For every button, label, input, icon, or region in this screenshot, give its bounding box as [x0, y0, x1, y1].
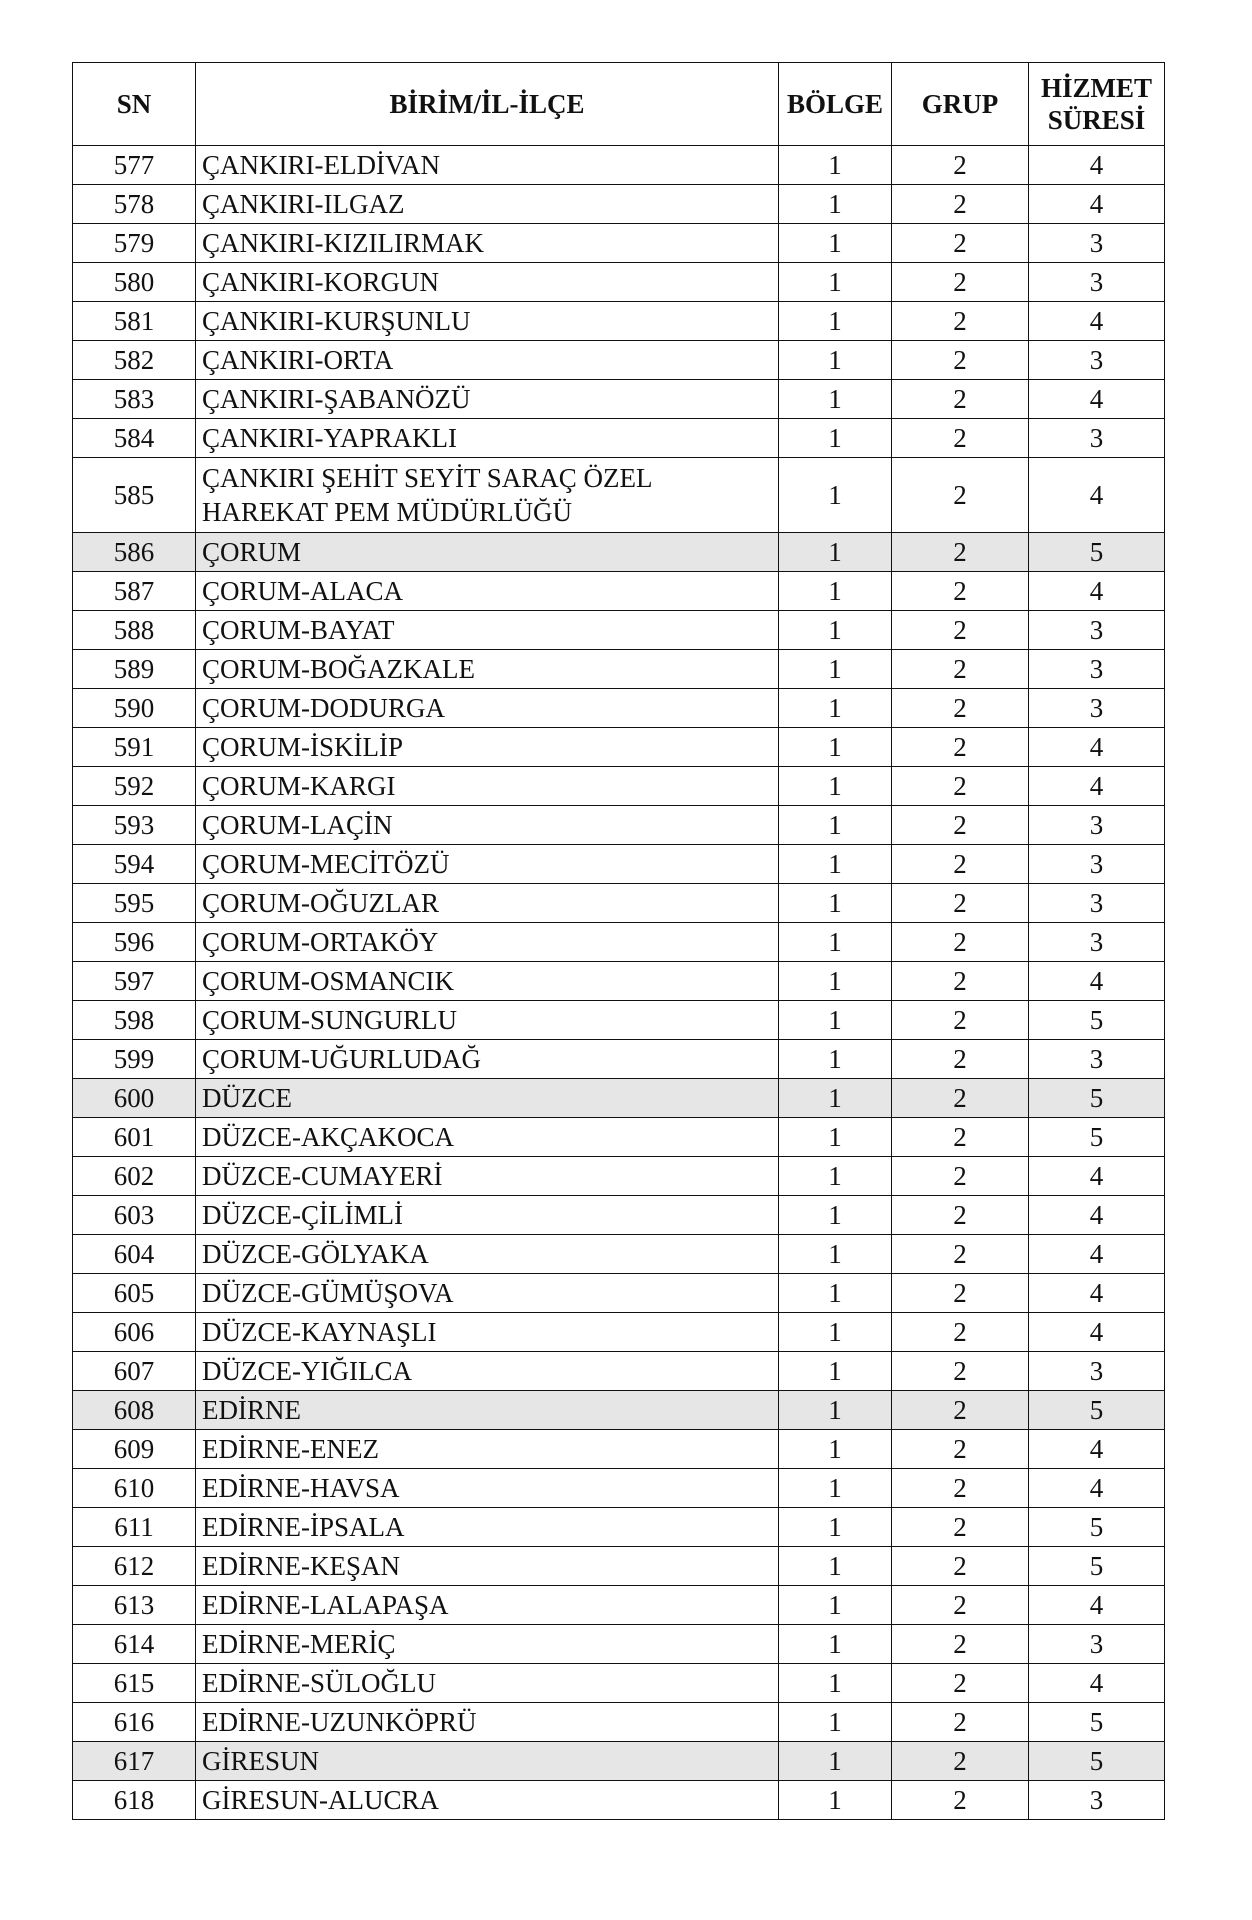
cell-unit: EDİRNE-MERİÇ: [196, 1625, 779, 1664]
cell-hizmet-suresi: 4: [1029, 767, 1165, 806]
cell-sn: 591: [73, 728, 196, 767]
cell-unit: EDİRNE-SÜLOĞLU: [196, 1664, 779, 1703]
table-row: [73, 1430, 1165, 1469]
table-body: [73, 146, 1165, 1820]
cell-unit: ÇANKIRI-ILGAZ: [196, 185, 779, 224]
cell-grup: 2: [892, 1547, 1029, 1586]
table-row: [73, 1001, 1165, 1040]
cell-hizmet-suresi: 4: [1029, 302, 1165, 341]
table-row: [73, 224, 1165, 263]
cell-sn: 608: [73, 1391, 196, 1430]
cell-unit: ÇANKIRI-ŞABANÖZÜ: [196, 380, 779, 419]
cell-unit: ÇANKIRI-ELDİVAN: [196, 146, 779, 185]
cell-unit: ÇORUM-DODURGA: [196, 689, 779, 728]
cell-unit: EDİRNE-UZUNKÖPRÜ: [196, 1703, 779, 1742]
cell-unit: ÇANKIRI-KIZILIRMAK: [196, 224, 779, 263]
cell-sn: 615: [73, 1664, 196, 1703]
cell-hizmet-suresi: 4: [1029, 1469, 1165, 1508]
cell-hizmet-suresi: 3: [1029, 923, 1165, 962]
cell-unit: ÇORUM-KARGI: [196, 767, 779, 806]
cell-hizmet-suresi: 5: [1029, 1391, 1165, 1430]
table-row: [73, 1625, 1165, 1664]
cell-unit: GİRESUN: [196, 1742, 779, 1781]
cell-hizmet-suresi: 3: [1029, 419, 1165, 458]
cell-grup: 2: [892, 1274, 1029, 1313]
table-row: [73, 1079, 1165, 1118]
table-row: [73, 263, 1165, 302]
table-row: [73, 341, 1165, 380]
cell-unit: ÇORUM-ORTAKÖY: [196, 923, 779, 962]
cell-hizmet-suresi: 3: [1029, 806, 1165, 845]
cell-grup: 2: [892, 1352, 1029, 1391]
cell-bolge: 1: [779, 1742, 892, 1781]
cell-grup: 2: [892, 806, 1029, 845]
cell-bolge: 1: [779, 884, 892, 923]
cell-unit: DÜZCE-CUMAYERİ: [196, 1157, 779, 1196]
cell-unit: DÜZCE-GÜMÜŞOVA: [196, 1274, 779, 1313]
cell-bolge: 1: [779, 1391, 892, 1430]
cell-hizmet-suresi: 4: [1029, 380, 1165, 419]
table-row: [73, 884, 1165, 923]
cell-unit: DÜZCE-KAYNAŞLI: [196, 1313, 779, 1352]
cell-bolge: 1: [779, 1313, 892, 1352]
cell-grup: 2: [892, 185, 1029, 224]
cell-unit: ÇORUM-UĞURLUDAĞ: [196, 1040, 779, 1079]
cell-bolge: 1: [779, 728, 892, 767]
table-row: [73, 845, 1165, 884]
cell-bolge: 1: [779, 341, 892, 380]
header-hizmet-suresi: [1029, 63, 1165, 146]
header-hizmet-line2: SÜRESİ: [1047, 105, 1146, 135]
table-row: [73, 1235, 1165, 1274]
cell-hizmet-suresi: 5: [1029, 1118, 1165, 1157]
cell-bolge: 1: [779, 533, 892, 572]
cell-sn: 594: [73, 845, 196, 884]
table-row: [73, 1586, 1165, 1625]
header-grup: GRUP: [892, 63, 1029, 146]
cell-hizmet-suresi: 4: [1029, 1313, 1165, 1352]
cell-unit: DÜZCE-GÖLYAKA: [196, 1235, 779, 1274]
cell-sn: 583: [73, 380, 196, 419]
cell-sn: 588: [73, 611, 196, 650]
cell-sn: 617: [73, 1742, 196, 1781]
cell-bolge: 1: [779, 419, 892, 458]
cell-bolge: 1: [779, 302, 892, 341]
cell-bolge: 1: [779, 1079, 892, 1118]
cell-sn: 586: [73, 533, 196, 572]
cell-grup: 2: [892, 1625, 1029, 1664]
cell-grup: 2: [892, 1469, 1029, 1508]
cell-unit: ÇORUM-OĞUZLAR: [196, 884, 779, 923]
cell-sn: 596: [73, 923, 196, 962]
table-row: [73, 1313, 1165, 1352]
cell-bolge: 1: [779, 1469, 892, 1508]
cell-sn: 606: [73, 1313, 196, 1352]
cell-sn: 581: [73, 302, 196, 341]
cell-unit: EDİRNE-İPSALA: [196, 1508, 779, 1547]
cell-bolge: 1: [779, 1508, 892, 1547]
header-row: [73, 63, 1165, 146]
cell-grup: 2: [892, 458, 1029, 533]
table-row: [73, 458, 1165, 533]
table-row: [73, 1391, 1165, 1430]
cell-hizmet-suresi: 4: [1029, 185, 1165, 224]
cell-unit: ÇORUM: [196, 533, 779, 572]
cell-bolge: 1: [779, 1235, 892, 1274]
cell-bolge: 1: [779, 1157, 892, 1196]
cell-bolge: 1: [779, 689, 892, 728]
cell-sn: 603: [73, 1196, 196, 1235]
cell-grup: 2: [892, 650, 1029, 689]
cell-bolge: 1: [779, 1664, 892, 1703]
cell-bolge: 1: [779, 962, 892, 1001]
cell-unit: ÇORUM-BOĞAZKALE: [196, 650, 779, 689]
table-row: [73, 1664, 1165, 1703]
cell-hizmet-suresi: 4: [1029, 572, 1165, 611]
cell-grup: 2: [892, 767, 1029, 806]
cell-bolge: 1: [779, 1118, 892, 1157]
cell-unit: ÇORUM-OSMANCIK: [196, 962, 779, 1001]
cell-hizmet-suresi: 5: [1029, 1001, 1165, 1040]
cell-bolge: 1: [779, 923, 892, 962]
cell-sn: 585: [73, 458, 196, 533]
cell-unit: DÜZCE-AKÇAKOCA: [196, 1118, 779, 1157]
cell-hizmet-suresi: 4: [1029, 1196, 1165, 1235]
cell-sn: 587: [73, 572, 196, 611]
cell-bolge: 1: [779, 1586, 892, 1625]
cell-sn: 584: [73, 419, 196, 458]
cell-grup: 2: [892, 1040, 1029, 1079]
cell-unit: ÇORUM-LAÇİN: [196, 806, 779, 845]
cell-hizmet-suresi: 3: [1029, 224, 1165, 263]
cell-unit: ÇORUM-MECİTÖZÜ: [196, 845, 779, 884]
cell-grup: 2: [892, 1742, 1029, 1781]
table-row: [73, 1352, 1165, 1391]
cell-bolge: 1: [779, 806, 892, 845]
table-row: [73, 767, 1165, 806]
cell-sn: 616: [73, 1703, 196, 1742]
cell-hizmet-suresi: 3: [1029, 1625, 1165, 1664]
cell-sn: 610: [73, 1469, 196, 1508]
cell-unit: EDİRNE-ENEZ: [196, 1430, 779, 1469]
cell-bolge: 1: [779, 1430, 892, 1469]
table-row: [73, 419, 1165, 458]
cell-bolge: 1: [779, 224, 892, 263]
cell-sn: 611: [73, 1508, 196, 1547]
cell-sn: 618: [73, 1781, 196, 1820]
cell-bolge: 1: [779, 767, 892, 806]
table-row: [73, 1469, 1165, 1508]
cell-unit: ÇORUM-İSKİLİP: [196, 728, 779, 767]
cell-sn: 605: [73, 1274, 196, 1313]
cell-sn: 589: [73, 650, 196, 689]
table-header: [73, 63, 1165, 146]
table-row: [73, 1703, 1165, 1742]
table-row: [73, 1040, 1165, 1079]
cell-hizmet-suresi: 3: [1029, 263, 1165, 302]
cell-sn: 612: [73, 1547, 196, 1586]
table-row: [73, 1742, 1165, 1781]
cell-hizmet-suresi: 3: [1029, 1040, 1165, 1079]
header-unit: BİRİM/İL-İLÇE: [196, 63, 779, 146]
cell-unit: ÇANKIRI-KURŞUNLU: [196, 302, 779, 341]
cell-grup: 2: [892, 923, 1029, 962]
cell-bolge: 1: [779, 1625, 892, 1664]
cell-grup: 2: [892, 1430, 1029, 1469]
cell-grup: 2: [892, 728, 1029, 767]
cell-bolge: 1: [779, 1352, 892, 1391]
cell-sn: 580: [73, 263, 196, 302]
cell-grup: 2: [892, 1313, 1029, 1352]
cell-grup: 2: [892, 1196, 1029, 1235]
cell-sn: 579: [73, 224, 196, 263]
header-bolge: BÖLGE: [779, 63, 892, 146]
table-row: [73, 1508, 1165, 1547]
cell-grup: 2: [892, 611, 1029, 650]
cell-grup: 2: [892, 302, 1029, 341]
cell-hizmet-suresi: 3: [1029, 689, 1165, 728]
cell-hizmet-suresi: 3: [1029, 341, 1165, 380]
cell-grup: 2: [892, 146, 1029, 185]
table-row: [73, 689, 1165, 728]
cell-bolge: 1: [779, 1547, 892, 1586]
cell-hizmet-suresi: 5: [1029, 1508, 1165, 1547]
cell-hizmet-suresi: 4: [1029, 1586, 1165, 1625]
cell-unit: DÜZCE-ÇİLİMLİ: [196, 1196, 779, 1235]
cell-sn: 613: [73, 1586, 196, 1625]
cell-hizmet-suresi: 5: [1029, 1547, 1165, 1586]
cell-bolge: 1: [779, 572, 892, 611]
table-row: [73, 1547, 1165, 1586]
cell-grup: 2: [892, 1235, 1029, 1274]
cell-bolge: 1: [779, 1274, 892, 1313]
cell-hizmet-suresi: 4: [1029, 146, 1165, 185]
cell-grup: 2: [892, 1703, 1029, 1742]
cell-hizmet-suresi: 4: [1029, 1157, 1165, 1196]
cell-sn: 609: [73, 1430, 196, 1469]
cell-bolge: 1: [779, 845, 892, 884]
header-hizmet-line1: HİZMET: [1040, 73, 1153, 103]
cell-hizmet-suresi: 3: [1029, 845, 1165, 884]
cell-unit: DÜZCE: [196, 1079, 779, 1118]
cell-hizmet-suresi: 4: [1029, 1274, 1165, 1313]
cell-grup: 2: [892, 341, 1029, 380]
cell-hizmet-suresi: 4: [1029, 1430, 1165, 1469]
cell-hizmet-suresi: 4: [1029, 1235, 1165, 1274]
table-row: [73, 728, 1165, 767]
cell-grup: 2: [892, 533, 1029, 572]
cell-grup: 2: [892, 1664, 1029, 1703]
cell-hizmet-suresi: 3: [1029, 884, 1165, 923]
cell-grup: 2: [892, 380, 1029, 419]
cell-bolge: 1: [779, 1040, 892, 1079]
cell-grup: 2: [892, 884, 1029, 923]
cell-hizmet-suresi: 3: [1029, 1352, 1165, 1391]
cell-unit: ÇANKIRI-YAPRAKLI: [196, 419, 779, 458]
cell-sn: 598: [73, 1001, 196, 1040]
cell-unit: EDİRNE: [196, 1391, 779, 1430]
cell-grup: 2: [892, 572, 1029, 611]
cell-sn: 593: [73, 806, 196, 845]
table-row: [73, 1781, 1165, 1820]
cell-grup: 2: [892, 1508, 1029, 1547]
cell-hizmet-suresi: 5: [1029, 533, 1165, 572]
cell-bolge: 1: [779, 650, 892, 689]
cell-bolge: 1: [779, 1703, 892, 1742]
cell-sn: 597: [73, 962, 196, 1001]
cell-sn: 595: [73, 884, 196, 923]
cell-bolge: 1: [779, 1001, 892, 1040]
table-row: [73, 1196, 1165, 1235]
table-row: [73, 923, 1165, 962]
document-page: [72, 62, 1165, 1820]
cell-sn: 607: [73, 1352, 196, 1391]
cell-hizmet-suresi: 3: [1029, 650, 1165, 689]
cell-grup: 2: [892, 263, 1029, 302]
table-row: [73, 572, 1165, 611]
table-row: [73, 185, 1165, 224]
cell-hizmet-suresi: 5: [1029, 1079, 1165, 1118]
cell-grup: 2: [892, 1586, 1029, 1625]
table-row: [73, 611, 1165, 650]
cell-bolge: 1: [779, 380, 892, 419]
cell-grup: 2: [892, 1118, 1029, 1157]
unit-service-table: [72, 62, 1165, 1820]
cell-sn: 601: [73, 1118, 196, 1157]
cell-grup: 2: [892, 1391, 1029, 1430]
cell-hizmet-suresi: 4: [1029, 962, 1165, 1001]
cell-unit: ÇANKIRI-ORTA: [196, 341, 779, 380]
cell-hizmet-suresi: 3: [1029, 611, 1165, 650]
cell-unit: ÇANKIRI ŞEHİT SEYİT SARAÇ ÖZEL HAREKAT PEM MÜDÜRLÜĞÜ: [196, 458, 779, 533]
table-row: [73, 962, 1165, 1001]
cell-unit: GİRESUN-ALUCRA: [196, 1781, 779, 1820]
cell-sn: 602: [73, 1157, 196, 1196]
cell-sn: 590: [73, 689, 196, 728]
cell-sn: 604: [73, 1235, 196, 1274]
cell-grup: 2: [892, 1001, 1029, 1040]
cell-hizmet-suresi: 5: [1029, 1742, 1165, 1781]
table-row: [73, 806, 1165, 845]
cell-bolge: 1: [779, 263, 892, 302]
cell-bolge: 1: [779, 458, 892, 533]
cell-sn: 614: [73, 1625, 196, 1664]
table-row: [73, 1118, 1165, 1157]
cell-bolge: 1: [779, 146, 892, 185]
cell-hizmet-suresi: 4: [1029, 1664, 1165, 1703]
cell-grup: 2: [892, 1157, 1029, 1196]
cell-unit: ÇORUM-ALACA: [196, 572, 779, 611]
table-row: [73, 146, 1165, 185]
cell-unit: ÇORUM-SUNGURLU: [196, 1001, 779, 1040]
cell-unit: EDİRNE-KEŞAN: [196, 1547, 779, 1586]
cell-grup: 2: [892, 224, 1029, 263]
header-sn: SN: [73, 63, 196, 146]
cell-grup: 2: [892, 419, 1029, 458]
table-row: [73, 302, 1165, 341]
cell-grup: 2: [892, 689, 1029, 728]
cell-unit: EDİRNE-LALAPAŞA: [196, 1586, 779, 1625]
cell-unit: EDİRNE-HAVSA: [196, 1469, 779, 1508]
cell-sn: 600: [73, 1079, 196, 1118]
cell-sn: 582: [73, 341, 196, 380]
cell-bolge: 1: [779, 1781, 892, 1820]
table-row: [73, 380, 1165, 419]
cell-hizmet-suresi: 5: [1029, 1703, 1165, 1742]
cell-unit: DÜZCE-YIĞILCA: [196, 1352, 779, 1391]
cell-sn: 578: [73, 185, 196, 224]
cell-hizmet-suresi: 4: [1029, 728, 1165, 767]
cell-hizmet-suresi: 3: [1029, 1781, 1165, 1820]
cell-sn: 577: [73, 146, 196, 185]
cell-grup: 2: [892, 845, 1029, 884]
cell-unit: ÇORUM-BAYAT: [196, 611, 779, 650]
cell-grup: 2: [892, 1781, 1029, 1820]
cell-bolge: 1: [779, 611, 892, 650]
table-row: [73, 533, 1165, 572]
cell-bolge: 1: [779, 185, 892, 224]
cell-unit: ÇANKIRI-KORGUN: [196, 263, 779, 302]
cell-grup: 2: [892, 1079, 1029, 1118]
cell-grup: 2: [892, 962, 1029, 1001]
table-row: [73, 1157, 1165, 1196]
cell-sn: 599: [73, 1040, 196, 1079]
cell-hizmet-suresi: 4: [1029, 458, 1165, 533]
table-row: [73, 650, 1165, 689]
cell-bolge: 1: [779, 1196, 892, 1235]
cell-sn: 592: [73, 767, 196, 806]
table-row: [73, 1274, 1165, 1313]
